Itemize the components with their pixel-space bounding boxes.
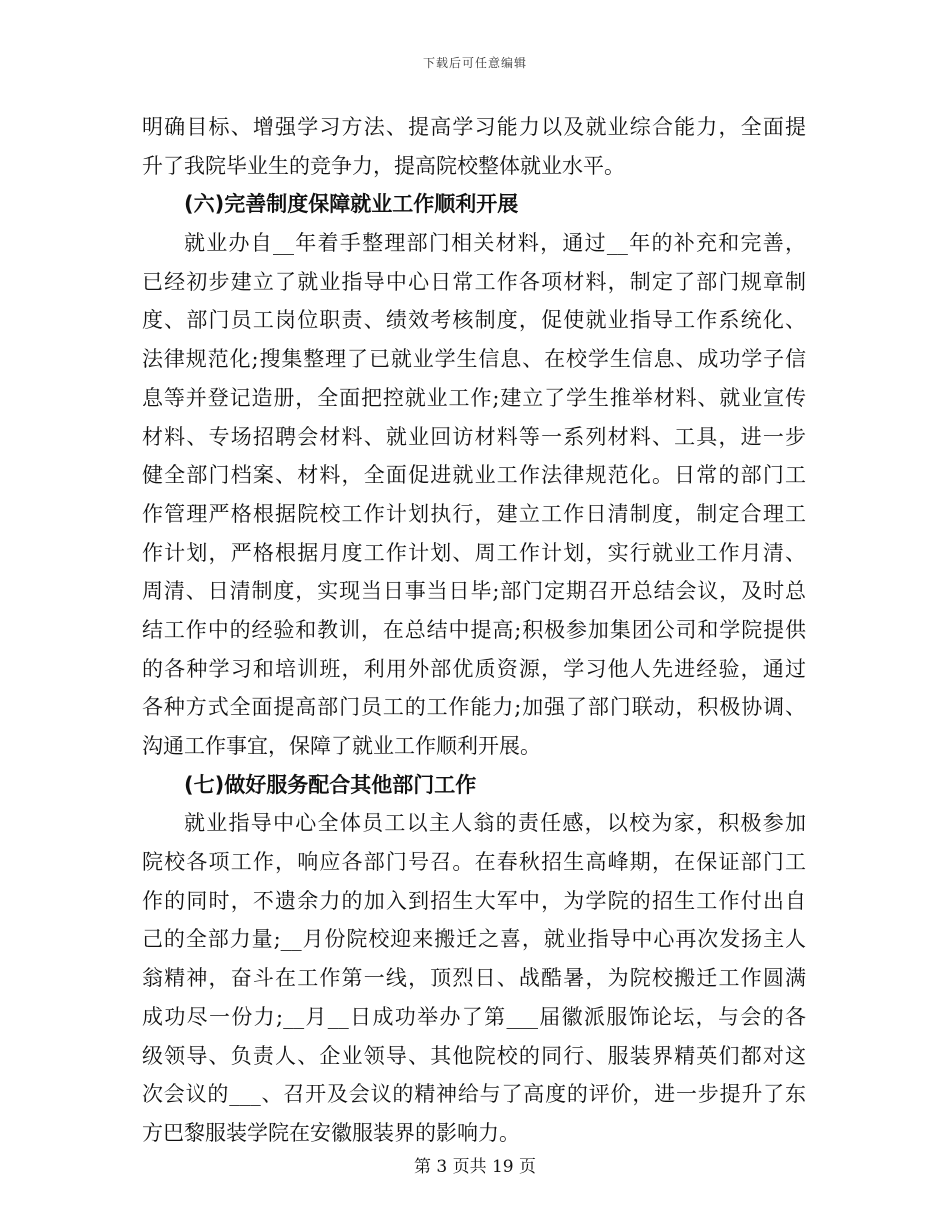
- body-line: 级领导、负责人、企业领导、其他院校的同行、服装界精英们都对这: [142, 1043, 806, 1068]
- body-line: 院校各项工作，响应各部门号召。在春秋招生高峰期，在保证部门工: [142, 850, 806, 875]
- page-header: 下载后可任意编辑: [422, 56, 527, 70]
- body-line: 沟通工作事宜，保障了就业工作顺利开展。: [142, 734, 541, 758]
- section-heading: (六)完善制度保障就业工作顺利开展: [184, 192, 519, 217]
- body-line: 次会议的___、召开及会议的精神给与了高度的评价，进一步提升了东: [142, 1082, 806, 1107]
- body-line: 各种方式全面提高部门员工的工作能力;加强了部门联动，积极协调、: [142, 695, 806, 720]
- body-line: 就业办自__年着手整理部门相关材料，通过__年的补充和完善，: [184, 231, 806, 256]
- section-heading: (七)做好服务配合其他部门工作: [184, 772, 477, 797]
- body-line: 周清、日清制度，实现当日事当日毕;部门定期召开总结会议，及时总: [142, 579, 806, 604]
- body-line: 度、部门员工岗位职责、绩效考核制度，促使就业指导工作系统化、: [142, 308, 806, 333]
- body-line: 翁精神，奋斗在工作第一线，顶烈日、战酷暑，为院校搬迁工作圆满: [142, 966, 806, 991]
- body-line: 法律规范化;搜集整理了已就业学生信息、在校学生信息、成功学子信: [142, 347, 806, 372]
- body-line: 作管理严格根据院校工作计划执行，建立工作日清制度，制定合理工: [142, 501, 806, 526]
- body-line: 的各种学习和培训班，利用外部优质资源，学习他人先进经验，通过: [142, 656, 806, 681]
- body-line: 作的同时，不遗余力的加入到招生大军中，为学院的招生工作付出自: [142, 888, 806, 913]
- body-line: 明确目标、增强学习方法、提高学习能力以及就业综合能力，全面提: [142, 115, 806, 139]
- body-line: 就业指导中心全体员工以主人翁的责任感，以校为家，积极参加: [184, 811, 806, 836]
- body-line: 健全部门档案、材料，全面促进就业工作法律规范化。日常的部门工: [142, 463, 806, 488]
- body-line: 息等并登记造册，全面把控就业工作;建立了学生推举材料、就业宣传: [142, 385, 806, 410]
- body-line: 方巴黎服装学院在安徽服装界的影响力。: [142, 1120, 520, 1145]
- body-line: 升了我院毕业生的竞争力，提高院校整体就业水平。: [142, 153, 625, 178]
- body-line: 成功尽一份力;__月__日成功举办了第___届徽派服饰论坛，与会的各: [142, 1004, 806, 1029]
- body-line: 材料、专场招聘会材料、就业回访材料等一系列材料、工具，进一步: [142, 424, 806, 449]
- body-line: 作计划，严格根据月度工作计划、周工作计划，实行就业工作月清、: [142, 540, 806, 565]
- page-footer: 第 3 页共 19 页: [413, 1157, 537, 1177]
- body-line: 己的全部力量;__月份院校迎来搬迁之喜，就业指导中心再次发扬主人: [142, 927, 806, 952]
- document-body: [142, 108, 806, 1153]
- body-line: 结工作中的经验和教训，在总结中提高;积极参加集团公司和学院提供: [142, 617, 806, 642]
- body-line: 已经初步建立了就业指导中心日常工作各项材料，制定了部门规章制: [142, 269, 806, 294]
